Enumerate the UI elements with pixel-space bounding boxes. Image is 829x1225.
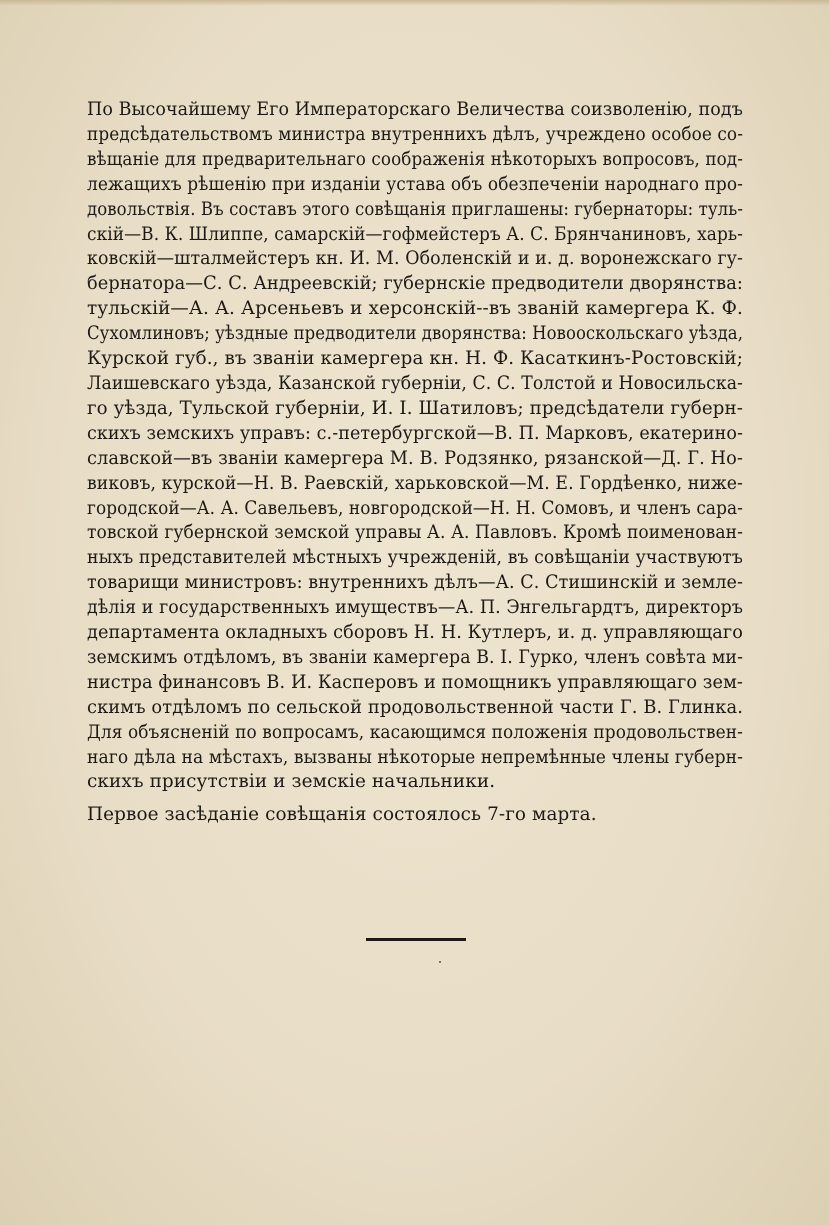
text-line: Лаишевскаго уѣзда, Казанской губерніи, С. С. Толстой и Новосильска- [87, 372, 743, 394]
text-line: наго дѣла на мѣстахъ, вызваны нѣкоторые непремѣнные члены губерн- [87, 746, 744, 768]
page-edge-shadow [0, 0, 829, 6]
text-line: довольствія. Въ составъ этого совѣщанія приглашены: губернаторы: туль- [87, 198, 744, 220]
text-line: департамента окладныхъ сборовъ Н. Н. Кутлеръ, и. д. управляющаго [87, 622, 743, 644]
text-line: скихъ присутствіи и земскіе начальники. [87, 771, 496, 793]
text-line: земскимъ отдѣломъ, въ званіи камергера В. I. Гурко, членъ совѣта ми- [87, 646, 744, 668]
text-line: городской—А. А. Савельевъ, новгородской—Н. Н. Сомовъ, и членъ сара- [87, 497, 743, 519]
text-line: тульскій—А. А. Арсеньевъ и херсонскій--въ званій камергера К. Ф. [87, 298, 743, 320]
text-line: Для объясненій по вопросамъ, касающимся положенія продовольствен- [87, 721, 743, 743]
paper-speck [439, 961, 441, 963]
paragraph-closing [87, 803, 743, 828]
text-line: виковъ, курской—Н. В. Раевскій, харьковской—М. Е. Гордѣенко, ниже- [87, 472, 743, 494]
section-divider [366, 938, 466, 941]
paragraph-main [87, 98, 743, 795]
text-line: бернатора—С. С. Андреевскій; губернскіе предводители дворянства: [87, 273, 744, 295]
text-line: скихъ земскихъ управъ: с.-петербургской—В. П. Марковъ, екатерино- [87, 422, 744, 444]
text-line: славской—въ званіи камергера М. В. Родзянко, рязанской—Д. Г. Но- [87, 447, 743, 469]
text-line: лежащихъ рѣшенію при изданіи устава объ обезпеченіи народнаго про- [87, 173, 744, 195]
body-text [87, 98, 743, 828]
text-line: Сухомлиновъ; уѣздные предводители дворянства: Новооскольскаго уѣзда, [87, 323, 744, 345]
text-line: товской губернской земской управы А. А. Павловъ. Кромѣ поименован- [87, 522, 743, 544]
text-line: дѣлія и государственныхъ имуществъ—А. П. Энгельгардтъ, директоръ [87, 597, 744, 619]
text-line: ныхъ представителей мѣстныхъ учрежденій, въ совѣщаніи участвуютъ [87, 547, 743, 569]
text-line: скимъ отдѣломъ по сельской продовольственной части Г. В. Глинка. [87, 696, 744, 718]
text-line: го уѣзда, Тульской губерніи, И. I. Шатиловъ; предсѣдатели губерн- [87, 397, 743, 419]
text-line: ковскій—шталмейстеръ кн. И. М. Оболенскій и и. д. воронежскаго гу- [87, 248, 744, 270]
text-line: предсѣдательствомъ министра внутреннихъ дѣлъ, учреждено особое со- [87, 123, 743, 145]
text-line: Первое засѣданіе совѣщанія состоялось 7-го марта. [87, 804, 597, 826]
text-line: вѣщаніе для предварительнаго соображенія нѣкоторыхъ вопросовъ, под- [87, 148, 743, 170]
text-line: скій—В. К. Шлиппе, самарскій—гофмейстеръ А. С. Брянчаниновъ, харь- [87, 223, 744, 245]
text-line: товарищи министровъ: внутреннихъ дѣлъ—А. С. Стишинскій и земле- [87, 572, 744, 594]
text-line: нистра финансовъ В. И. Касперовъ и помощникъ управляющаго зем- [87, 671, 743, 693]
text-line: По Высочайшему Его Императорскаго Величества соизволенію, подъ [87, 99, 743, 120]
text-line: Курской губ., въ званіи камергера кн. Н. Ф. Касаткинъ-Ростовскій; [87, 348, 743, 370]
